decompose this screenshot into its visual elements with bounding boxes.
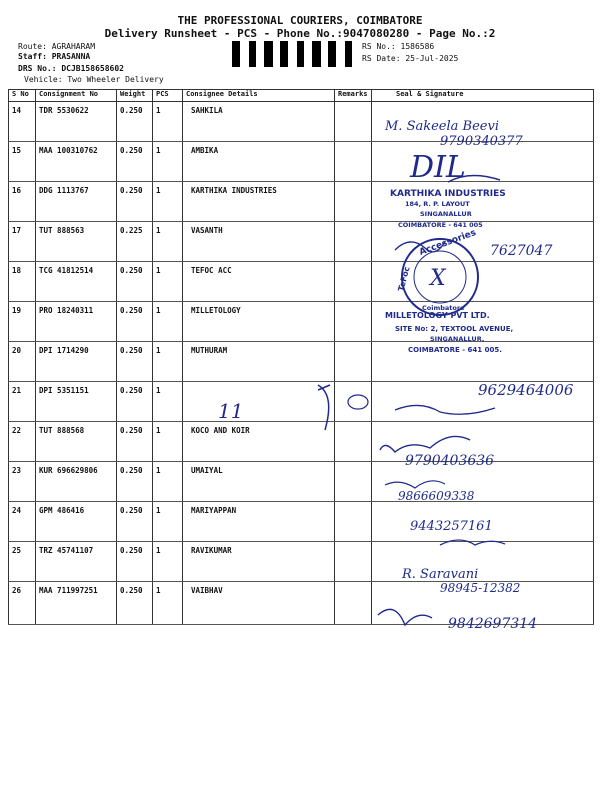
barcode-bar	[333, 41, 334, 67]
barcode-bar	[238, 41, 240, 67]
barcode-bar	[315, 41, 316, 67]
barcode-bar	[285, 41, 286, 67]
cell-sno: 25	[9, 542, 36, 582]
runsheet-table	[8, 89, 594, 625]
barcode-bar	[264, 41, 267, 67]
runsheet-subtitle: Delivery Runsheet - PCS - Phone No.:9047080280 - Page No.:2	[104, 27, 496, 40]
barcode-bar	[252, 41, 255, 67]
cell-remarks	[335, 542, 372, 582]
cell-sno: 18	[9, 262, 36, 302]
signature-row24-phone: 9443257161	[410, 519, 493, 534]
stamp-karthika-line3: SINGANALLUR	[420, 210, 472, 218]
cell-weight: 0.250	[117, 262, 153, 302]
cell-pcs: 1	[153, 262, 183, 302]
col-weight: Weight	[117, 90, 153, 102]
stamp-tefoc-left: TeFoc	[396, 265, 412, 293]
cell-consignee: RAVIKUMAR	[183, 542, 335, 582]
cell-consignment: MAA 711997251	[36, 582, 117, 625]
cell-consignee: KARTHIKA INDUSTRIES	[183, 182, 335, 222]
stamp-millet-line1: MILLETOLOGY PVT LTD.	[385, 311, 490, 320]
cell-sno: 17	[9, 222, 36, 262]
cell-weight: 0.250	[117, 182, 153, 222]
cell-consignment: DPI 5351151	[36, 382, 117, 422]
cell-remarks	[335, 182, 372, 222]
cell-signature	[372, 302, 594, 342]
cell-sno: 21	[9, 382, 36, 422]
cell-pcs: 1	[153, 422, 183, 462]
barcode-bar	[280, 41, 282, 67]
cell-weight: 0.250	[117, 102, 153, 142]
cell-consignee: TEFOC ACC	[183, 262, 335, 302]
barcode-bar	[297, 41, 298, 67]
cell-remarks	[335, 302, 372, 342]
rs-number: RS No.: 1586586	[362, 42, 435, 51]
cell-weight: 0.250	[117, 542, 153, 582]
col-remarks: Remarks	[335, 90, 372, 102]
cell-consignment: DPI 1714290	[36, 342, 117, 382]
cell-sno: 23	[9, 462, 36, 502]
cell-weight: 0.250	[117, 462, 153, 502]
cell-remarks	[335, 342, 372, 382]
table-row	[9, 422, 594, 462]
barcode-bar	[255, 41, 256, 67]
barcode-bar	[270, 41, 273, 67]
cell-consignment: MAA 100310762	[36, 142, 117, 182]
cell-remarks	[335, 462, 372, 502]
table-row	[9, 542, 594, 582]
table-row	[9, 222, 594, 262]
table-row	[9, 462, 594, 502]
cell-remarks	[335, 422, 372, 462]
drs-number: DRS No.: DCJB158658602	[18, 64, 124, 73]
cell-signature	[372, 422, 594, 462]
stamp-tefoc-bottom: Coimbatore	[422, 304, 465, 312]
cell-consignment: KUR 696629806	[36, 462, 117, 502]
barcode-bar	[318, 41, 321, 67]
cell-consignment: GPM 486416	[36, 502, 117, 542]
stamp-karthika-line2: 184, R. P. LAYOUT	[405, 200, 470, 208]
cell-signature	[372, 342, 594, 382]
cell-consignment: TUT 888568	[36, 422, 117, 462]
cell-weight: 0.250	[117, 502, 153, 542]
table-row	[9, 142, 594, 182]
barcode-bar	[286, 41, 288, 67]
cell-consignee: VASANTH	[183, 222, 335, 262]
barcode-bar	[300, 41, 303, 67]
cell-signature	[372, 182, 594, 222]
cell-consignee: VAIBHAV	[183, 582, 335, 625]
cell-pcs: 1	[153, 182, 183, 222]
cell-consignment: TDR 5530622	[36, 102, 117, 142]
cell-sno: 14	[9, 102, 36, 142]
signature-row22-phone: 9790403636	[405, 453, 495, 469]
cell-sno: 15	[9, 142, 36, 182]
signature-row26-phone: 9842697314	[448, 616, 538, 632]
cell-weight: 0.250	[117, 142, 153, 182]
cell-sno: 19	[9, 302, 36, 342]
barcode-bar	[312, 41, 315, 67]
barcode-bar	[351, 41, 352, 67]
table-row	[9, 582, 594, 625]
barcode-bar	[232, 41, 234, 67]
cell-signature	[372, 462, 594, 502]
stamp-tefoc-top: Accessories	[418, 227, 478, 258]
cell-consignee	[183, 382, 335, 422]
signature-row21-phone: 9629464006	[478, 381, 574, 399]
cell-consignee: MARIYAPPAN	[183, 502, 335, 542]
cell-signature	[372, 262, 594, 302]
vehicle-label: Vehicle: Two Wheeler Delivery	[24, 75, 164, 84]
barcode-bar	[330, 41, 333, 67]
barcode-bar	[267, 41, 268, 67]
cell-signature	[372, 502, 594, 542]
table-row	[9, 382, 594, 422]
barcode-bar	[334, 41, 336, 67]
cell-signature	[372, 102, 594, 142]
cell-pcs: 1	[153, 462, 183, 502]
signature-row14-name: M. Sakeela Beevi	[385, 119, 499, 134]
cell-signature	[372, 542, 594, 582]
cell-pcs: 1	[153, 542, 183, 582]
table-row	[9, 262, 594, 302]
company-title: THE PROFESSIONAL COURIERS, COIMBATORE	[177, 14, 423, 27]
route-label: Route: AGRAHARAM	[18, 42, 96, 51]
table-row	[9, 302, 594, 342]
stamp-karthika-line4: COIMBATORE - 641 005	[398, 221, 483, 229]
cell-remarks	[335, 582, 372, 625]
cell-consignment: TRZ 45741107	[36, 542, 117, 582]
barcode-bar	[237, 41, 238, 67]
cell-consignee: AMBIKA	[183, 142, 335, 182]
signature-row25-phone: 98945-12382	[440, 581, 521, 595]
cell-consignee: UMAIYAL	[183, 462, 335, 502]
cell-remarks	[335, 222, 372, 262]
cell-weight: 0.250	[117, 302, 153, 342]
table-row	[9, 342, 594, 382]
barcode-bar	[249, 41, 250, 67]
barcode-bar	[298, 41, 300, 67]
cell-consignee: KOCO AND KOIR	[183, 422, 335, 462]
signature-row14-phone: 9790340377	[440, 134, 523, 149]
col-consignment: Consignment No	[36, 90, 117, 102]
table-header-row	[9, 90, 594, 102]
barcode-bar	[234, 41, 237, 67]
staff-label: Staff: PRASANNA	[18, 52, 91, 61]
cell-signature	[372, 142, 594, 182]
cell-remarks	[335, 262, 372, 302]
barcode-bar	[346, 41, 348, 67]
stamp-millet-line2: SITE No: 2, TEXTOOL AVENUE,	[395, 325, 514, 333]
barcode-bar	[348, 41, 351, 67]
signature-row25-name: R. Saravani	[402, 567, 479, 582]
table-row	[9, 182, 594, 222]
stamp-karthika-line1: KARTHIKA INDUSTRIES	[390, 189, 506, 199]
table-row	[9, 502, 594, 542]
cell-sno: 20	[9, 342, 36, 382]
signature-row21-mark: 11	[218, 399, 244, 423]
cell-pcs: 1	[153, 302, 183, 342]
table-row	[9, 102, 594, 142]
cell-sno: 24	[9, 502, 36, 542]
barcode-bar	[345, 41, 346, 67]
cell-pcs: 1	[153, 342, 183, 382]
rs-date: RS Date: 25-Jul-2025	[362, 54, 459, 63]
cell-pcs: 1	[153, 382, 183, 422]
cell-sno: 16	[9, 182, 36, 222]
barcode-bar	[328, 41, 330, 67]
cell-consignee: MUTHURAM	[183, 342, 335, 382]
cell-pcs: 1	[153, 582, 183, 625]
cell-pcs: 1	[153, 142, 183, 182]
cell-weight: 0.250	[117, 382, 153, 422]
cell-consignee: MILLETOLOGY	[183, 302, 335, 342]
cell-sno: 26	[9, 582, 36, 625]
cell-pcs: 1	[153, 222, 183, 262]
signature-row23-phone: 9866609338	[398, 489, 475, 503]
cell-remarks	[335, 102, 372, 142]
barcode-bar	[250, 41, 252, 67]
col-signature: Seal & Signature	[372, 90, 594, 102]
col-consignee: Consignee Details	[183, 90, 335, 102]
stamp-millet-line4: COIMBATORE - 641 005.	[408, 346, 502, 354]
cell-sno: 22	[9, 422, 36, 462]
stamp-millet-line3: SINGANALLUR,	[430, 335, 485, 343]
cell-consignee: SAHKILA	[183, 102, 335, 142]
cell-pcs: 1	[153, 502, 183, 542]
barcode	[228, 41, 354, 67]
cell-weight: 0.250	[117, 342, 153, 382]
barcode-bar	[282, 41, 285, 67]
cell-weight: 0.225	[117, 222, 153, 262]
barcode-bar	[303, 41, 304, 67]
cell-signature	[372, 382, 594, 422]
stamp-tefoc-mark: X	[430, 266, 446, 291]
barcode-bar	[268, 41, 270, 67]
cell-signature	[372, 582, 594, 625]
cell-consignment: TCG 41812514	[36, 262, 117, 302]
barcode-bar	[316, 41, 318, 67]
signature-row17-phone: 7627047	[490, 243, 553, 259]
cell-remarks	[335, 142, 372, 182]
cell-remarks	[335, 502, 372, 542]
cell-consignment: DDG 1113767	[36, 182, 117, 222]
cell-consignment: TUT 888563	[36, 222, 117, 262]
cell-weight: 0.250	[117, 582, 153, 625]
cell-remarks	[335, 382, 372, 422]
cell-consignment: PRO 18240311	[36, 302, 117, 342]
cell-signature	[372, 222, 594, 262]
signature-row15: DIL	[410, 150, 466, 185]
cell-pcs: 1	[153, 102, 183, 142]
col-sno: S No	[9, 90, 36, 102]
cell-weight: 0.250	[117, 422, 153, 462]
col-pcs: PCS	[153, 90, 183, 102]
